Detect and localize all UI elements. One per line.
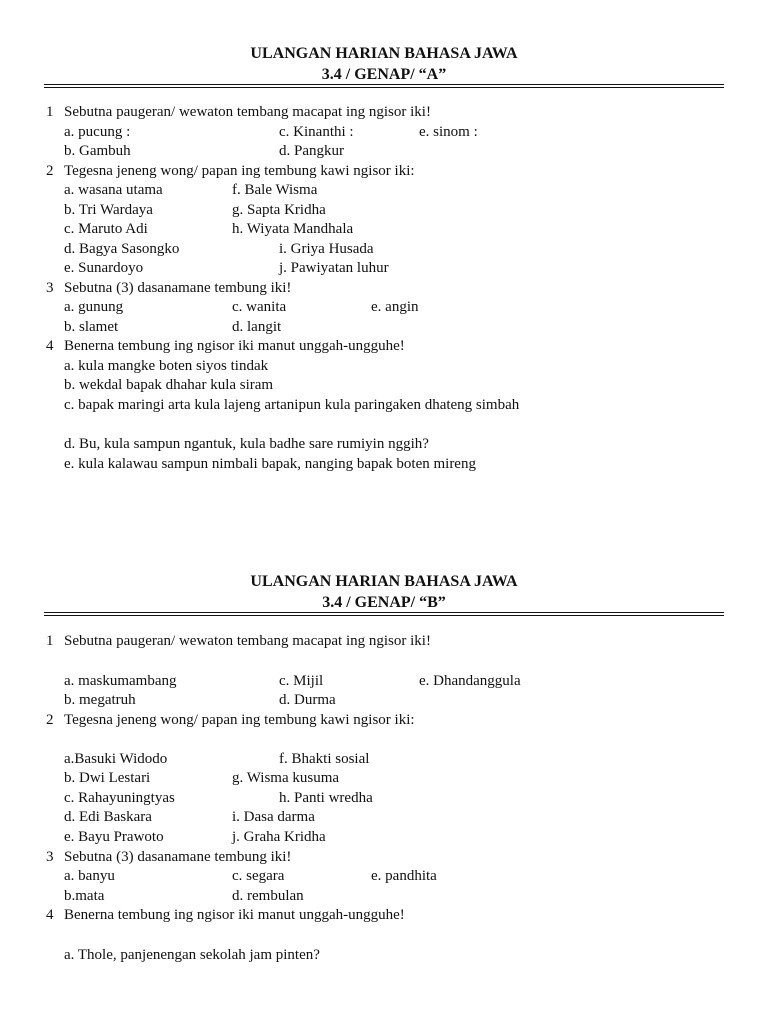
answer-option: b. Tri Wardaya <box>64 202 153 218</box>
answer-option: c. Mijil <box>279 673 324 689</box>
answer-option: d. Edi Baskara <box>64 809 152 825</box>
question-text: Sebutna paugeran/ wewaton tembang macapat ing ngisor iki! <box>64 633 431 649</box>
answer-option: e. sinom : <box>419 124 478 140</box>
question-number: 2 <box>46 712 54 728</box>
question-number: 1 <box>46 633 54 649</box>
answer-option: c. Maruto Adi <box>64 221 148 237</box>
answer-option: a. gunung <box>64 299 124 315</box>
answer-option: c. wanita <box>232 299 287 315</box>
question-text: Sebutna (3) dasanamane tembung iki! <box>64 849 292 865</box>
answer-option: h. Wiyata Mandhala <box>232 221 354 237</box>
answer-option: e. Dhandanggula <box>419 673 521 689</box>
answer-option: e. kula kalawau sampun nimbali bapak, nanging bapak boten mireng <box>64 456 476 472</box>
question-text: Sebutna (3) dasanamane tembung iki! <box>64 280 292 296</box>
answer-option: j. Pawiyatan luhur <box>279 260 389 276</box>
answer-option: b. megatruh <box>64 692 136 708</box>
answer-option: j. Graha Kridha <box>232 829 326 845</box>
answer-option: d. Bu, kula sampun ngantuk, kula badhe sare rumiyin nggih? <box>64 436 429 452</box>
answer-option: d. Pangkur <box>279 143 344 159</box>
page-subtitle: 3.4 / GENAP/ “B” <box>322 594 446 611</box>
answer-option: d. Bagya Sasongko <box>64 241 180 257</box>
answer-option: d. Durma <box>279 692 336 708</box>
answer-option: i. Griya Husada <box>279 241 374 257</box>
answer-option: e. Bayu Prawoto <box>64 829 164 845</box>
answer-option: c. Rahayuningtyas <box>64 790 175 806</box>
answer-option: c. segara <box>232 868 285 884</box>
answer-option: h. Panti wredha <box>279 790 373 806</box>
answer-option: b. Gambuh <box>64 143 131 159</box>
answer-option: f. Bale Wisma <box>232 182 318 198</box>
page-title: ULANGAN HARIAN BAHASA JAWA <box>250 45 518 62</box>
question-text: Benerna tembung ing ngisor iki manut unggah-ungguhe! <box>64 338 405 354</box>
answer-option: d. langit <box>232 319 282 335</box>
answer-option: d. rembulan <box>232 888 304 904</box>
answer-option: g. Sapta Kridha <box>232 202 326 218</box>
answer-option: e. Sunardoyo <box>64 260 144 276</box>
question-text: Sebutna paugeran/ wewaton tembang macapat ing ngisor iki! <box>64 104 431 120</box>
page-title: ULANGAN HARIAN BAHASA JAWA <box>250 573 518 590</box>
answer-option: a. pucung : <box>64 124 131 140</box>
question-number: 4 <box>46 338 54 354</box>
answer-option: a. wasana utama <box>64 182 163 198</box>
answer-option: c. bapak maringi arta kula lajeng artanipun kula paringaken dhateng simbah <box>64 397 520 413</box>
question-number: 3 <box>46 849 54 865</box>
answer-option: g. Wisma kusuma <box>232 770 340 786</box>
question-text: Tegesna jeneng wong/ papan ing tembung kawi ngisor iki: <box>64 163 415 179</box>
answer-option: b. Dwi Lestari <box>64 770 151 786</box>
answer-option: e. angin <box>371 299 419 315</box>
double-rule-top <box>44 612 724 613</box>
question-number: 3 <box>46 280 54 296</box>
question-number: 2 <box>46 163 54 179</box>
answer-option: a. kula mangke boten siyos tindak <box>64 358 269 374</box>
answer-option: b. slamet <box>64 319 119 335</box>
answer-option: a. maskumambang <box>64 673 177 689</box>
answer-option: c. Kinanthi : <box>279 124 354 140</box>
answer-option: i. Dasa darma <box>232 809 315 825</box>
answer-option: f. Bhakti sosial <box>279 751 370 767</box>
answer-option: a. banyu <box>64 868 115 884</box>
answer-option: b. wekdal bapak dhahar kula siram <box>64 377 274 393</box>
answer-option: a. Thole, panjenengan sekolah jam pinten? <box>64 947 320 963</box>
answer-option: b.mata <box>64 888 105 904</box>
question-text: Tegesna jeneng wong/ papan ing tembung kawi ngisor iki: <box>64 712 415 728</box>
answer-option: a.Basuki Widodo <box>64 751 168 767</box>
question-number: 4 <box>46 907 54 923</box>
page-subtitle: 3.4 / GENAP/ “A” <box>321 66 447 83</box>
answer-option: e. pandhita <box>371 868 437 884</box>
double-rule-bottom <box>44 615 724 616</box>
question-text: Benerna tembung ing ngisor iki manut unggah-ungguhe! <box>64 907 405 923</box>
question-number: 1 <box>46 104 54 120</box>
